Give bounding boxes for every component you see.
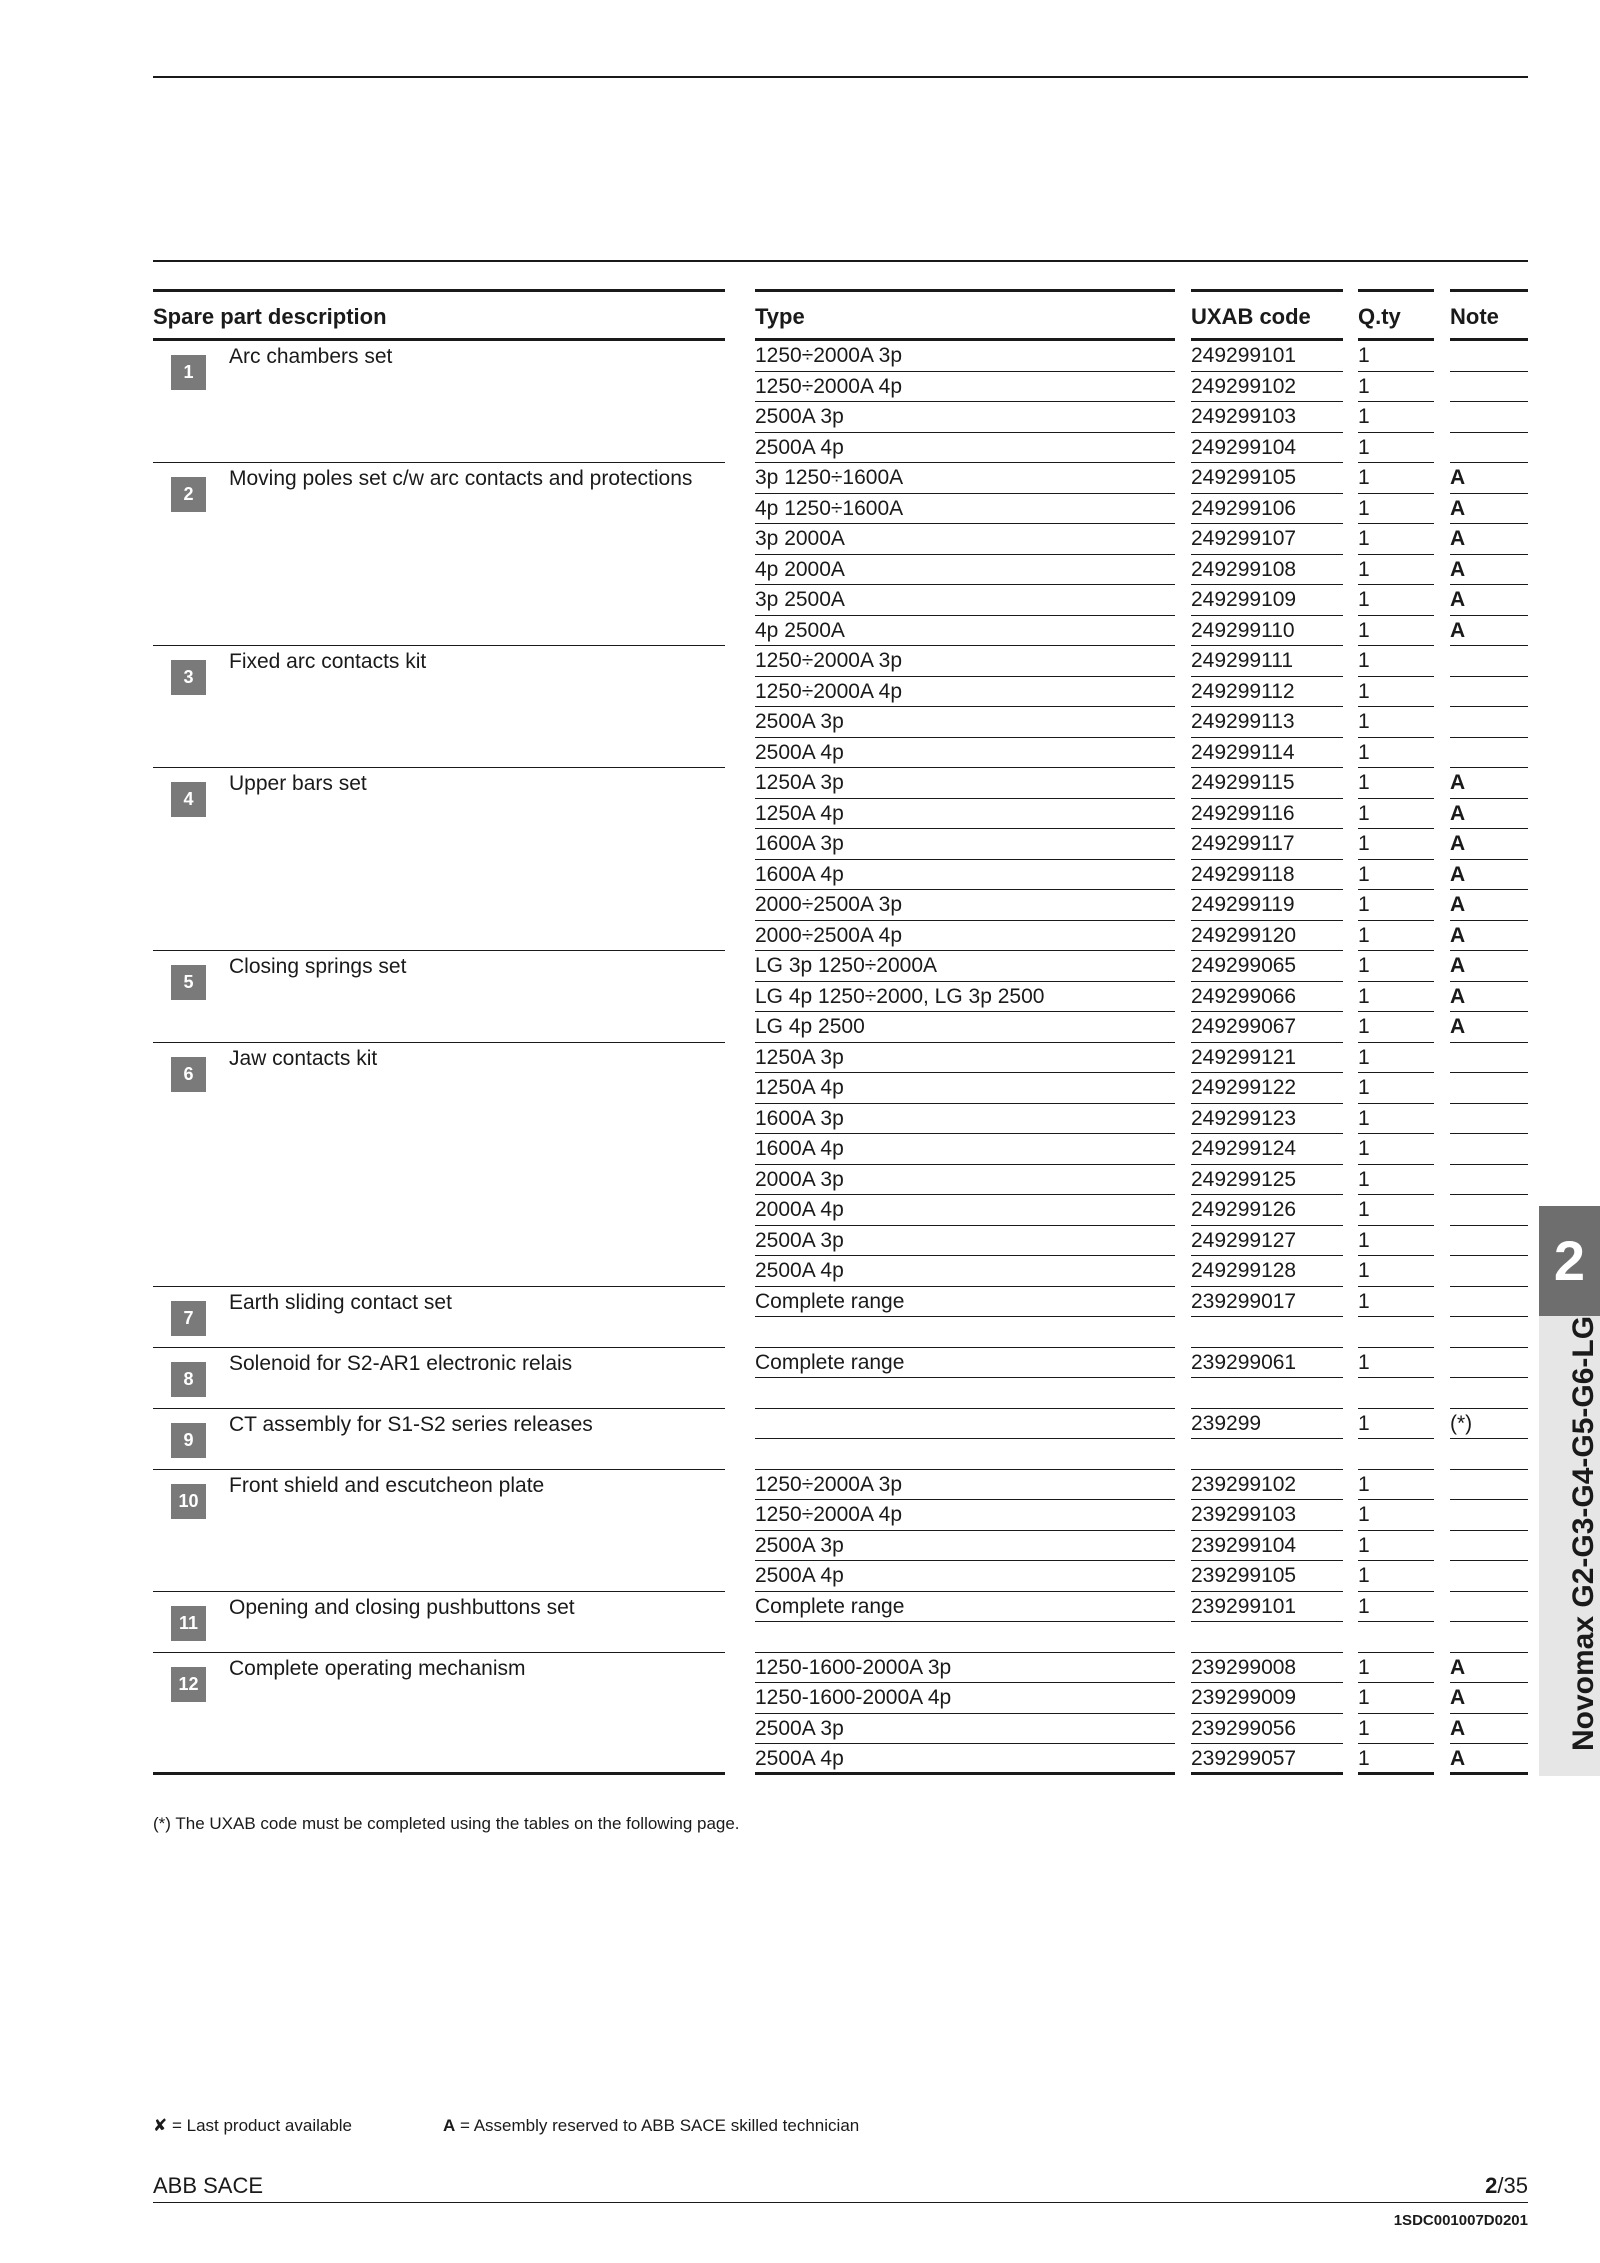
note-cell [1450, 1500, 1528, 1531]
type-cell: 1600A 4p [755, 1134, 1175, 1165]
type-cell: 2500A 3p [755, 1714, 1175, 1745]
type-cell: 2500A 4p [755, 433, 1175, 464]
note-cell [1450, 646, 1528, 677]
note-cell [1450, 738, 1528, 769]
type-cell: 1250÷2000A 3p [755, 341, 1175, 372]
qty-column [1358, 289, 1434, 1775]
type-cell: 4p 2000A [755, 555, 1175, 586]
note-cell [1450, 1470, 1528, 1501]
note-cell [1450, 1592, 1528, 1623]
description-groups [153, 341, 725, 1775]
qty-cell: 1 [1358, 585, 1434, 616]
note-cell: A [1450, 524, 1528, 555]
qty-cell: 1 [1358, 1470, 1434, 1501]
code-cell: 239299008 [1191, 1653, 1343, 1684]
type-cell: Complete range [755, 1348, 1175, 1379]
part-group [153, 1043, 725, 1287]
legend-a-text: = Assembly reserved to ABB SACE skilled technician [455, 2116, 860, 2135]
type-cell: 2500A 4p [755, 1744, 1175, 1775]
qty-cell: 1 [1358, 707, 1434, 738]
type-cell: 4p 1250÷1600A [755, 494, 1175, 525]
part-description: Upper bars set [229, 772, 367, 795]
code-cell: 239299104 [1191, 1531, 1343, 1562]
qty-cell: 1 [1358, 890, 1434, 921]
code-cell: 249299122 [1191, 1073, 1343, 1104]
part-number-badge: 1 [171, 355, 206, 390]
qty-cell: 1 [1358, 1226, 1434, 1257]
type-cell: 3p 2000A [755, 524, 1175, 555]
legend-x-text: = Last product available [167, 2116, 353, 2135]
note-cell [1450, 341, 1528, 372]
qty-cell: 1 [1358, 524, 1434, 555]
code-cell: 249299067 [1191, 1012, 1343, 1043]
code-cell: 239299057 [1191, 1744, 1343, 1775]
note-cell: A [1450, 982, 1528, 1013]
part-description: Earth sliding contact set [229, 1290, 452, 1314]
type-column [755, 289, 1175, 1775]
note-cell [1450, 1287, 1528, 1318]
code-cell [1191, 1622, 1343, 1653]
type-cell: 1250A 4p [755, 1073, 1175, 1104]
qty-cell: 1 [1358, 1348, 1434, 1379]
note-cell: A [1450, 1653, 1528, 1684]
type-cell: 1250÷2000A 3p [755, 1470, 1175, 1501]
type-cell: 2500A 4p [755, 738, 1175, 769]
type-cell: 2500A 3p [755, 1226, 1175, 1257]
qty-cell: 1 [1358, 1287, 1434, 1318]
part-group [153, 646, 725, 768]
qty-cell: 1 [1358, 768, 1434, 799]
code-cell: 249299126 [1191, 1195, 1343, 1226]
part-group [153, 341, 725, 463]
note-cell: A [1450, 1714, 1528, 1745]
note-cell: A [1450, 463, 1528, 494]
code-rows [1191, 341, 1343, 1775]
type-cell: 1600A 4p [755, 860, 1175, 891]
part-description: Arc chambers set [229, 345, 393, 368]
part-number-badge: 2 [171, 477, 206, 512]
note-cell: A [1450, 1012, 1528, 1043]
code-cell: 239299056 [1191, 1714, 1343, 1745]
code-cell: 249299120 [1191, 921, 1343, 952]
part-number-badge: 12 [171, 1667, 206, 1702]
qty-cell: 1 [1358, 341, 1434, 372]
part-number-badge: 10 [171, 1484, 206, 1519]
part-group [153, 951, 725, 1043]
header-qty: Q.ty [1358, 289, 1434, 341]
code-cell: 249299118 [1191, 860, 1343, 891]
code-cell: 249299116 [1191, 799, 1343, 830]
type-cell: 1250A 3p [755, 768, 1175, 799]
qty-cell: 1 [1358, 1409, 1434, 1440]
qty-cell: 1 [1358, 433, 1434, 464]
qty-cell: 1 [1358, 1561, 1434, 1592]
code-cell [1191, 1439, 1343, 1470]
part-description: CT assembly for S1-S2 series releases [229, 1412, 593, 1436]
type-cell: 1250A 3p [755, 1043, 1175, 1074]
note-cell [1450, 1378, 1528, 1409]
qty-cell: 1 [1358, 372, 1434, 403]
code-cell: 249299111 [1191, 646, 1343, 677]
code-cell: 249299113 [1191, 707, 1343, 738]
note-cell [1450, 1134, 1528, 1165]
code-cell [1191, 1317, 1343, 1348]
qty-cell: 1 [1358, 1256, 1434, 1287]
footer-rule [153, 2202, 1528, 2203]
code-cell: 249299103 [1191, 402, 1343, 433]
type-cell [755, 1378, 1175, 1409]
note-cell [1450, 1256, 1528, 1287]
note-cell: (*) [1450, 1409, 1528, 1440]
part-description: Moving poles set c/w arc contacts and protections [229, 467, 693, 490]
note-column [1450, 289, 1528, 1775]
note-cell [1450, 1439, 1528, 1470]
note-cell [1450, 1195, 1528, 1226]
note-cell: A [1450, 921, 1528, 952]
part-number-badge: 8 [171, 1362, 206, 1397]
note-cell: A [1450, 555, 1528, 586]
note-cell [1450, 1531, 1528, 1562]
note-cell [1450, 1104, 1528, 1135]
header-description: Spare part description [153, 289, 725, 341]
code-cell: 249299109 [1191, 585, 1343, 616]
code-cell: 239299103 [1191, 1500, 1343, 1531]
type-cell: 2000÷2500A 4p [755, 921, 1175, 952]
note-cell: A [1450, 494, 1528, 525]
section-tab-number: 2 [1539, 1206, 1600, 1316]
code-cell: 249299102 [1191, 372, 1343, 403]
part-group [153, 1653, 725, 1775]
code-cell: 249299121 [1191, 1043, 1343, 1074]
code-cell: 249299105 [1191, 463, 1343, 494]
qty-cell: 1 [1358, 1073, 1434, 1104]
description-column [153, 289, 725, 1775]
code-cell: 249299123 [1191, 1104, 1343, 1135]
qty-cell: 1 [1358, 646, 1434, 677]
header-note: Note [1450, 289, 1528, 341]
part-group [153, 463, 725, 646]
note-cell [1450, 1317, 1528, 1348]
code-cell: 249299117 [1191, 829, 1343, 860]
part-number-badge: 6 [171, 1057, 206, 1092]
qty-cell: 1 [1358, 1500, 1434, 1531]
qty-cell: 1 [1358, 494, 1434, 525]
code-cell [1191, 1378, 1343, 1409]
code-cell: 249299108 [1191, 555, 1343, 586]
type-cell: 3p 1250÷1600A [755, 463, 1175, 494]
part-description: Opening and closing pushbuttons set [229, 1595, 575, 1619]
part-group [153, 1470, 725, 1592]
qty-cell: 1 [1358, 1683, 1434, 1714]
type-cell: 2000÷2500A 3p [755, 890, 1175, 921]
part-group [153, 1287, 725, 1348]
qty-cell: 1 [1358, 982, 1434, 1013]
part-description: Jaw contacts kit [229, 1046, 378, 1070]
code-cell: 249299125 [1191, 1165, 1343, 1196]
type-cell: 3p 2500A [755, 585, 1175, 616]
qty-cell: 1 [1358, 829, 1434, 860]
type-cell: 2000A 3p [755, 1165, 1175, 1196]
note-rows [1450, 341, 1528, 1775]
type-cell: LG 3p 1250÷2000A [755, 951, 1175, 982]
part-description: Complete operating mechanism [229, 1656, 526, 1680]
footnote: (*) The UXAB code must be completed using the tables on the following page. [153, 1814, 740, 1833]
note-cell [1450, 1622, 1528, 1653]
qty-cell: 1 [1358, 1592, 1434, 1623]
qty-cell: 1 [1358, 860, 1434, 891]
note-cell [1450, 1043, 1528, 1074]
code-cell: 249299107 [1191, 524, 1343, 555]
type-cell [755, 1439, 1175, 1470]
qty-cell: 1 [1358, 1134, 1434, 1165]
note-cell: A [1450, 890, 1528, 921]
note-cell: A [1450, 768, 1528, 799]
code-cell: 239299102 [1191, 1470, 1343, 1501]
note-cell [1450, 1165, 1528, 1196]
note-cell [1450, 1073, 1528, 1104]
page-number [1485, 2173, 1528, 2199]
qty-cell: 1 [1358, 1012, 1434, 1043]
type-cell: 1250-1600-2000A 3p [755, 1653, 1175, 1684]
qty-rows [1358, 341, 1434, 1775]
code-cell: 239299009 [1191, 1683, 1343, 1714]
part-number-badge: 7 [171, 1301, 206, 1336]
type-cell: 1250÷2000A 3p [755, 646, 1175, 677]
note-cell: A [1450, 829, 1528, 860]
top-rule [153, 76, 1528, 78]
note-cell: A [1450, 951, 1528, 982]
qty-cell: 1 [1358, 616, 1434, 647]
qty-cell: 1 [1358, 921, 1434, 952]
note-cell: A [1450, 1744, 1528, 1775]
type-cell: 2500A 4p [755, 1561, 1175, 1592]
type-rows [755, 341, 1175, 1775]
note-cell: A [1450, 799, 1528, 830]
code-cell: 249299128 [1191, 1256, 1343, 1287]
part-number-badge: 11 [171, 1606, 206, 1641]
part-number-badge: 3 [171, 660, 206, 695]
note-cell [1450, 1348, 1528, 1379]
type-cell: 2500A 3p [755, 707, 1175, 738]
note-cell [1450, 1226, 1528, 1257]
qty-cell: 1 [1358, 463, 1434, 494]
type-cell: 1250A 4p [755, 799, 1175, 830]
type-cell [755, 1622, 1175, 1653]
part-description: Front shield and escutcheon plate [229, 1473, 545, 1497]
type-cell: 2000A 4p [755, 1195, 1175, 1226]
header-code: UXAB code [1191, 289, 1343, 341]
note-cell [1450, 1561, 1528, 1592]
note-cell: A [1450, 616, 1528, 647]
code-cell: 249299066 [1191, 982, 1343, 1013]
type-cell: LG 4p 2500 [755, 1012, 1175, 1043]
qty-cell: 1 [1358, 951, 1434, 982]
note-cell: A [1450, 860, 1528, 891]
type-cell: 2500A 4p [755, 1256, 1175, 1287]
qty-cell [1358, 1439, 1434, 1470]
qty-cell: 1 [1358, 555, 1434, 586]
part-number-badge: 9 [171, 1423, 206, 1458]
type-cell: Complete range [755, 1287, 1175, 1318]
section-tab-title: Novomax G2-G3-G4-G5-G6-LG [1567, 1315, 1600, 1751]
part-number-badge: 5 [171, 965, 206, 1000]
note-cell: A [1450, 585, 1528, 616]
part-group [153, 1409, 725, 1470]
section-tab [1539, 1316, 1600, 1776]
note-cell [1450, 433, 1528, 464]
legend-a-key: A [443, 2116, 456, 2135]
code-cell: 249299104 [1191, 433, 1343, 464]
code-column [1191, 289, 1343, 1775]
type-cell: 2500A 3p [755, 1531, 1175, 1562]
qty-cell: 1 [1358, 1744, 1434, 1775]
part-group [153, 768, 725, 951]
part-group [153, 1592, 725, 1653]
legend-assembly [443, 2116, 859, 2136]
note-cell [1450, 677, 1528, 708]
qty-cell: 1 [1358, 799, 1434, 830]
qty-cell: 1 [1358, 1104, 1434, 1135]
qty-cell: 1 [1358, 1043, 1434, 1074]
qty-cell [1358, 1317, 1434, 1348]
part-number-badge: 4 [171, 782, 206, 817]
note-cell [1450, 707, 1528, 738]
type-cell [755, 1409, 1175, 1440]
type-cell: 1250-1600-2000A 4p [755, 1683, 1175, 1714]
qty-cell: 1 [1358, 1714, 1434, 1745]
code-cell: 249299065 [1191, 951, 1343, 982]
code-cell: 249299110 [1191, 616, 1343, 647]
code-cell: 249299119 [1191, 890, 1343, 921]
qty-cell: 1 [1358, 1531, 1434, 1562]
code-cell: 239299105 [1191, 1561, 1343, 1592]
qty-cell: 1 [1358, 402, 1434, 433]
type-cell: Complete range [755, 1592, 1175, 1623]
type-cell: 4p 2500A [755, 616, 1175, 647]
type-cell [755, 1317, 1175, 1348]
code-cell: 239299017 [1191, 1287, 1343, 1318]
page-current: 2 [1485, 2173, 1498, 2198]
code-cell: 239299 [1191, 1409, 1343, 1440]
code-cell: 249299112 [1191, 677, 1343, 708]
legend-last-product [153, 2116, 352, 2136]
part-group [153, 1348, 725, 1409]
type-cell: 2500A 3p [755, 402, 1175, 433]
code-cell: 239299061 [1191, 1348, 1343, 1379]
type-cell: 1250÷2000A 4p [755, 372, 1175, 403]
part-description: Solenoid for S2-AR1 electronic relais [229, 1351, 573, 1375]
page-total: /35 [1497, 2173, 1528, 2198]
type-cell: 1600A 3p [755, 1104, 1175, 1135]
document-code: 1SDC001007D0201 [1393, 2212, 1528, 2229]
part-description: Fixed arc contacts kit [229, 650, 427, 673]
header-rule [153, 260, 1528, 262]
type-cell: 1250÷2000A 4p [755, 1500, 1175, 1531]
code-cell: 249299127 [1191, 1226, 1343, 1257]
part-description: Closing springs set [229, 955, 407, 978]
qty-cell [1358, 1622, 1434, 1653]
code-cell: 249299114 [1191, 738, 1343, 769]
type-cell: 1250÷2000A 4p [755, 677, 1175, 708]
code-cell: 249299124 [1191, 1134, 1343, 1165]
code-cell: 249299101 [1191, 341, 1343, 372]
brand-name: ABB SACE [153, 2173, 264, 2198]
note-cell [1450, 372, 1528, 403]
header-type: Type [755, 289, 1175, 341]
legend-x-key: ✘ [153, 2116, 168, 2135]
note-cell [1450, 402, 1528, 433]
qty-cell [1358, 1378, 1434, 1409]
code-cell: 249299106 [1191, 494, 1343, 525]
qty-cell: 1 [1358, 1165, 1434, 1196]
qty-cell: 1 [1358, 738, 1434, 769]
code-cell: 239299101 [1191, 1592, 1343, 1623]
code-cell: 249299115 [1191, 768, 1343, 799]
type-cell: LG 4p 1250÷2000, LG 3p 2500 [755, 982, 1175, 1013]
note-cell: A [1450, 1683, 1528, 1714]
qty-cell: 1 [1358, 1195, 1434, 1226]
qty-cell: 1 [1358, 677, 1434, 708]
type-cell: 1600A 3p [755, 829, 1175, 860]
qty-cell: 1 [1358, 1653, 1434, 1684]
